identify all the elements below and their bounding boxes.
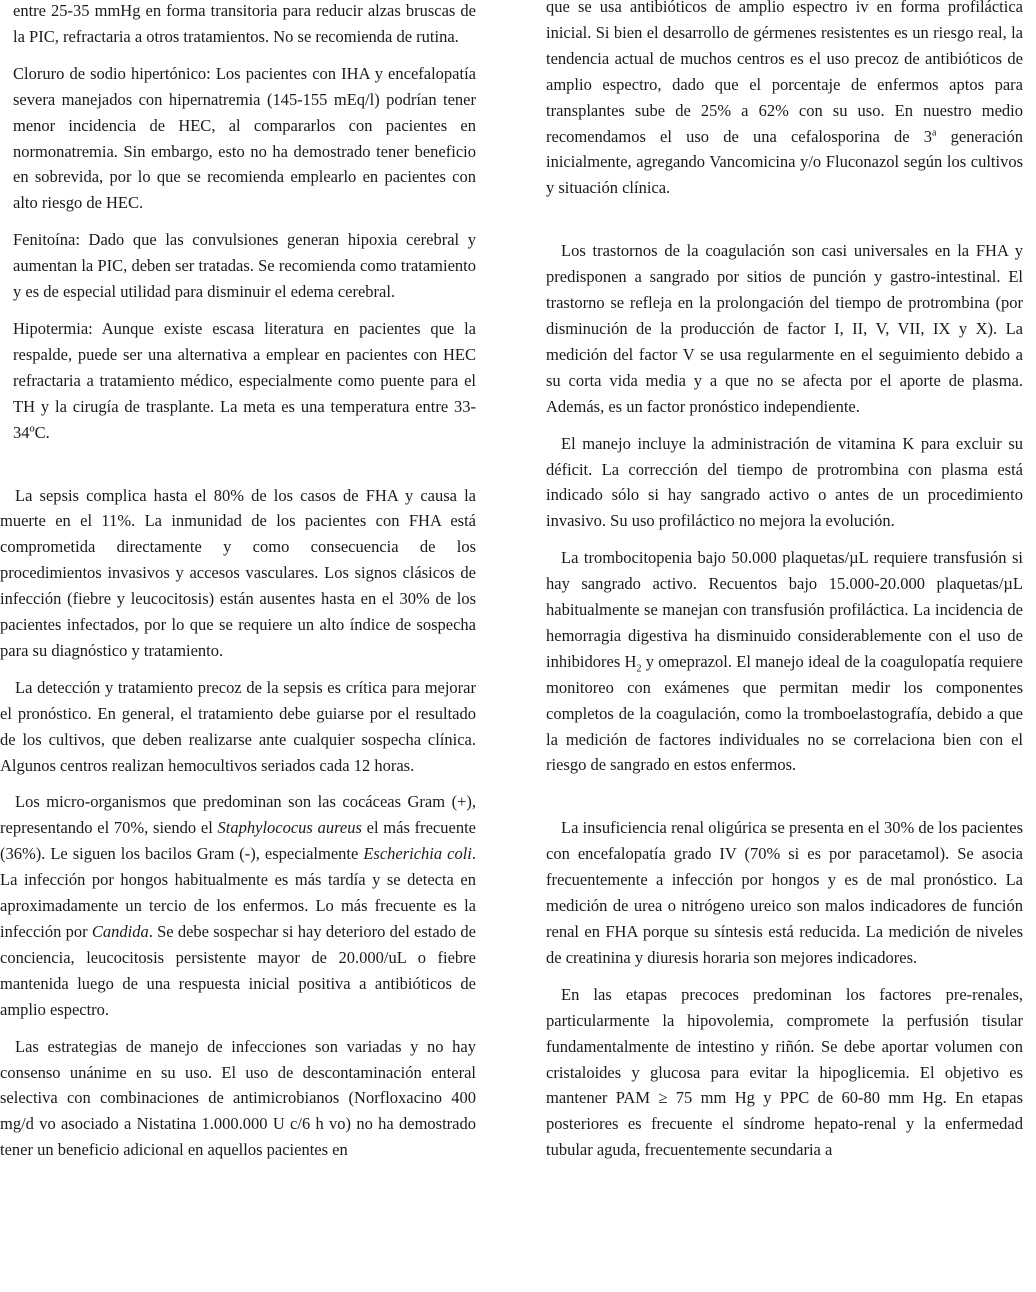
subscript-h2: 2 bbox=[636, 663, 642, 675]
paragraph-antibiotics-continued: que se usa antibióticos de amplio espectro iv en forma profiláctica inicial. Si bien el desarrollo de gérmenes resistentes es un riesgo real, la tendencia actual de muchos centros es el uso precoz de antibióticos de amplio espectro, dado que el porcentaje de enfermos aptos para transplantes sube de 25% a 62% con su uso. En nuestro medio recomendamos el uso de una cefalosporina de 3$^a$ generación inicialmente, agregando Vancomicina y/o Fluconazol según los cultivos y situación clínica. bbox=[546, 0, 1023, 198]
paragraph-prerenal-factors: En las etapas precoces predominan los factores pre-renales, particularmente la hipovolemia, compromete la perfusión tisular fundamentalmente de intestino y riñón. Se debe aportar volumen con cristaloides y glucosa para evitar la hipoglicemia. El objetivo es mantener PAM ≥ 75 mm Hg y PPC de 60-80 mm Hg. En etapas posteriores es frecuente el síndrome hepato-renal y la enfermedad tubular aguda, frecuentemente secundaria a bbox=[546, 984, 1023, 1160]
paragraph-phenytoin: Fenitoína: Dado que las convulsiones generan hipoxia cerebral y aumentan la PIC, deben ser tratadas. Se recomienda como tratamiento y es de especial utilidad para disminuir el edema cerebral. bbox=[13, 230, 476, 302]
paragraph-hypothermia: Hipotermia: Aunque existe escasa literatura en pacientes que la respalde, puede ser una alternativa a emplear en pacientes con HEC refractaria a tratamiento médico, especialmente como puente para el TH y la cirugía de trasplante. La meta es una temperatura entre 33-34ºC. bbox=[13, 318, 476, 442]
paragraph-hypertonic-saline: Cloruro de sodio hipertónico: Los pacientes con IHA y encefalopatía severa manejados con hipernatremia (145-155 mEq/l) podrían tener menor incidencia de HEC, al compararlos con pacientes en normonatremia. Sin embargo, esto no ha demostrado tener beneficio en sobrevida, por lo que se recomienda emplearlo en pacientes con alto riesgo de HEC. bbox=[13, 63, 476, 213]
paragraph-thrombocytopenia: La trombocitopenia bajo 50.000 plaquetas/µL requiere transfusión si hay sangrado activo. Recuentos bajo 15.000-20.000 plaquetas/µL habitualmente se manejan con transfusión profiláctica. La incidencia de hemorragia digestiva ha disminuido considerablemente con el uso de inhibidores $H_2$ y omeprazol. El manejo ideal de la coagulopatía requiere monitoreo con exámenes que permitan medir los componentes completos de la coagulación, como la tromboelastografía, debido a que la medición de factores individuales no se correlaciona bien con el riesgo de sangrado en estos enfermos. bbox=[546, 548, 1023, 775]
paragraph-sepsis-detection: La detección y tratamiento precoz de la sepsis es crítica para mejorar el pronóstico. En general, el tratamiento debe guiarse por el resultado de los cultivos, que deben realizarse ante cualquier sospecha clínica. Algunos centros realizan hemocultivos seriados cada 12 horas. bbox=[0, 677, 476, 775]
paragraph-vitamin-k: El manejo incluye la administración de vitamina K para excluir su déficit. La corrección del tiempo de protrombina con plasma está indicado sólo si hay sangrado activo o antes de un procedimiento invasivo. Su uso profiláctico no mejora la evolución. bbox=[546, 433, 1023, 531]
left-column bbox=[0, 0, 476, 1163]
right-column bbox=[546, 0, 1023, 1163]
species-escherichia: Escherichia coli bbox=[363, 844, 472, 864]
paragraph-pic-hyperventilation-end: entre 25-35 mmHg en forma transitoria para reducir alzas bruscas de la PIC, refractaria a otros tratamientos. No se recomienda de rutina. bbox=[13, 1, 476, 46]
paragraph-sepsis-intro: La sepsis complica hasta el 80% de los casos de FHA y causa la muerte en el 11%. La inmunidad de los pacientes con FHA está comprometida directamente y como consecuencia de los procedimientos invasivos y accesos vasculares. Los signos clásicos de infección (fiebre y leucocitosis) están ausentes hasta en el 30% de los pacientes infectados, por lo que se requiere un alto índice de sospecha para su diagnóstico y tratamiento. bbox=[0, 485, 476, 660]
paragraph-microorganisms: Los micro-organismos que predominan son las cocáceas Gram (+), representando el 70%, siendo el Staphylococus aureus el más frecuente (36%). Le siguen los bacilos Gram (-), especialmente Escherichia coli. La infección por hongos habitualmente es más tardía y se detecta en aproximadamente un tercio de los enfermos. Lo más frecuente es la infección por Candida. Se debe sospechar si hay deterioro del estado de conciencia, leucocitosis persistente mayor de 20.000/uL o fiebre mantenida luego de una respuesta inicial positiva a antibióticos de amplio espectro. bbox=[0, 792, 476, 1019]
paragraph-infection-strategies: Las estrategias de manejo de infecciones son variadas y no hay consenso unánime en su uso. El uso de descontaminación enteral selectiva con combinaciones de antimicrobianos (Norfloxacino 400 mg/d vo asociado a Nistatina 1.000.000 U c/6 h vo) no ha demostrado tener un beneficio adicional en aquellos pacientes en bbox=[0, 1036, 476, 1160]
paragraph-coagulation-disorders: Los trastornos de la coagulación son casi universales en la FHA y predisponen a sangrado por sitios de punción y gastro-intestinal. El trastorno se refleja en la prolongación del tiempo de protrombina (por disminución de la producción de factor I, II, V, VII, IX y X). La medición del factor V se usa regularmente en el seguimiento debido a su corta vida media y a que no se afecta por el aporte de plasma. Además, es un factor pronóstico independiente. bbox=[546, 241, 1023, 416]
superscript-generation: a bbox=[932, 127, 937, 139]
paragraph-renal-failure: La insuficiencia renal oligúrica se presenta en el 30% de los pacientes con encefalopatía grado IV (70% si es por paracetamol). Se asocia frecuentemente a infección por hongos y es de mal pronóstico. La medición de urea o nitrógeno ureico son malos indicadores de función renal en FHA porque su síntesis está reducida. La medición de niveles de creatinina y diuresis horaria son mejores indicadores. bbox=[546, 818, 1023, 967]
species-candida: Candida bbox=[91, 922, 149, 941]
species-staphylococcus: Staphylococus aureus bbox=[217, 818, 362, 838]
